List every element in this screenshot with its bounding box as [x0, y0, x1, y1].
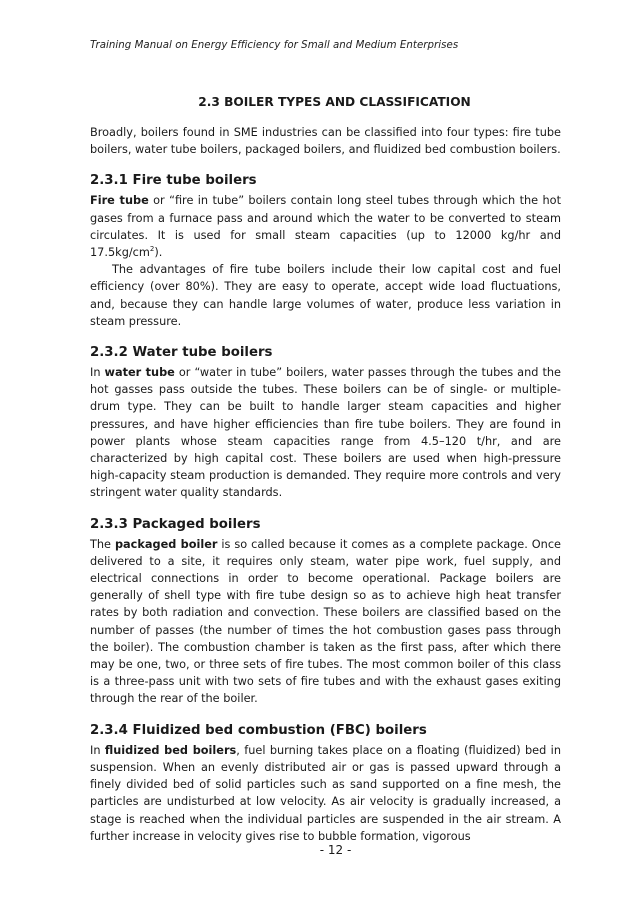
subsection-heading-fire-tube: 2.3.1 Fire tube boilers	[90, 173, 257, 189]
section-title: 2.3 BOILER TYPES AND CLASSIFICATION	[198, 95, 471, 109]
bold-term: water tube	[104, 366, 175, 380]
page-number: - 12 -	[319, 843, 352, 857]
packaged-boiler-paragraph	[90, 536, 561, 708]
subsection-heading-packaged: 2.3.3 Packaged boilers	[90, 516, 261, 532]
bold-term: packaged boiler	[114, 537, 218, 551]
paragraph-text: is so called because it comes as a complete package. Once delivered to a site, it requires only steam, water pipe work, fuel supply, and electrical connections in order to become operational. Package boilers are generally of shell type with fire tube design so as to achieve high heat transfer rates by both radiation and convection. These boilers are classified based on the number of passes (the number of times the hot combustion gases pass through the boiler). The combustion chamber is taken as the first pass, after which there may be one, two, or three sets of fire tubes. The most common boiler of this class is a three-pass unit with two sets of fire tubes and with the exhaust gases exiting through the rear of the boiler.	[90, 537, 561, 706]
fire-tube-paragraph-2: The advantages of fire tube boilers include their low capital cost and fuel efficiency (over 80%). They are easy to operate, accept wide load fluctuations, and, because they can handle large volumes of water, produce less variation in steam pressure.	[90, 263, 561, 328]
water-tube-paragraph	[90, 364, 561, 502]
fire-tube-paragraph-1	[90, 192, 561, 261]
paragraph-text: The	[90, 537, 115, 551]
paragraph-text: In	[90, 366, 105, 380]
paragraph-text: In	[90, 743, 105, 757]
paragraph-text: or “fire in tube” boilers contain long steel tubes through which the hot gases from a furnace pass and around which the water to be converted to steam circulates. It is used for small steam capacities (up to 12000 kg/hr and 17.5kg/cm	[90, 194, 561, 260]
bold-term: fluidized bed boilers	[104, 743, 237, 757]
fbc-paragraph	[90, 742, 561, 845]
paragraph-text: , fuel burning takes place on a floating (fluidized) bed in suspension. When an evenly distributed air or gas is passed upward through a finely divided bed of solid particles such as sand supported on a fine mesh, the particles are undisturbed at low velocity. As air velocity is gradually increased, a stage is reached when the individual particles are suspended in the air stream. A further increase in velocity gives rise to bubble formation, vigorous	[90, 743, 561, 843]
superscript: 2	[149, 245, 155, 254]
subsection-heading-fbc: 2.3.4 Fluidized bed combustion (FBC) boilers	[90, 722, 427, 738]
paragraph-text: ).	[154, 246, 163, 260]
document-body	[90, 124, 561, 845]
intro-paragraph: Broadly, boilers found in SME industries can be classified into four types: fire tube boilers, water tube boilers, packaged boilers, and fluidized bed combustion boilers.	[90, 126, 561, 157]
document-page	[90, 0, 561, 903]
subsection-heading-water-tube: 2.3.2 Water tube boilers	[90, 345, 273, 361]
paragraph-text: or “water in tube” boilers, water passes through the tubes and the hot gasses pass outside the tubes. These boilers can be of single- or multiple-drum type. They can be built to handle larger steam capacities and higher pressures, and have higher efficiencies than fire tube boilers. They are found in power plants whose steam capacities range from 4.5–120 t/hr, and are characterized by high capital cost. These boilers are used when high-pressure high-capacity steam production is demanded. They require more controls and very stringent water quality standards.	[90, 366, 562, 500]
bold-term: Fire tube	[90, 194, 149, 208]
running-header: Training Manual on Energy Efficiency for Small and Medium Enterprises	[90, 40, 459, 51]
